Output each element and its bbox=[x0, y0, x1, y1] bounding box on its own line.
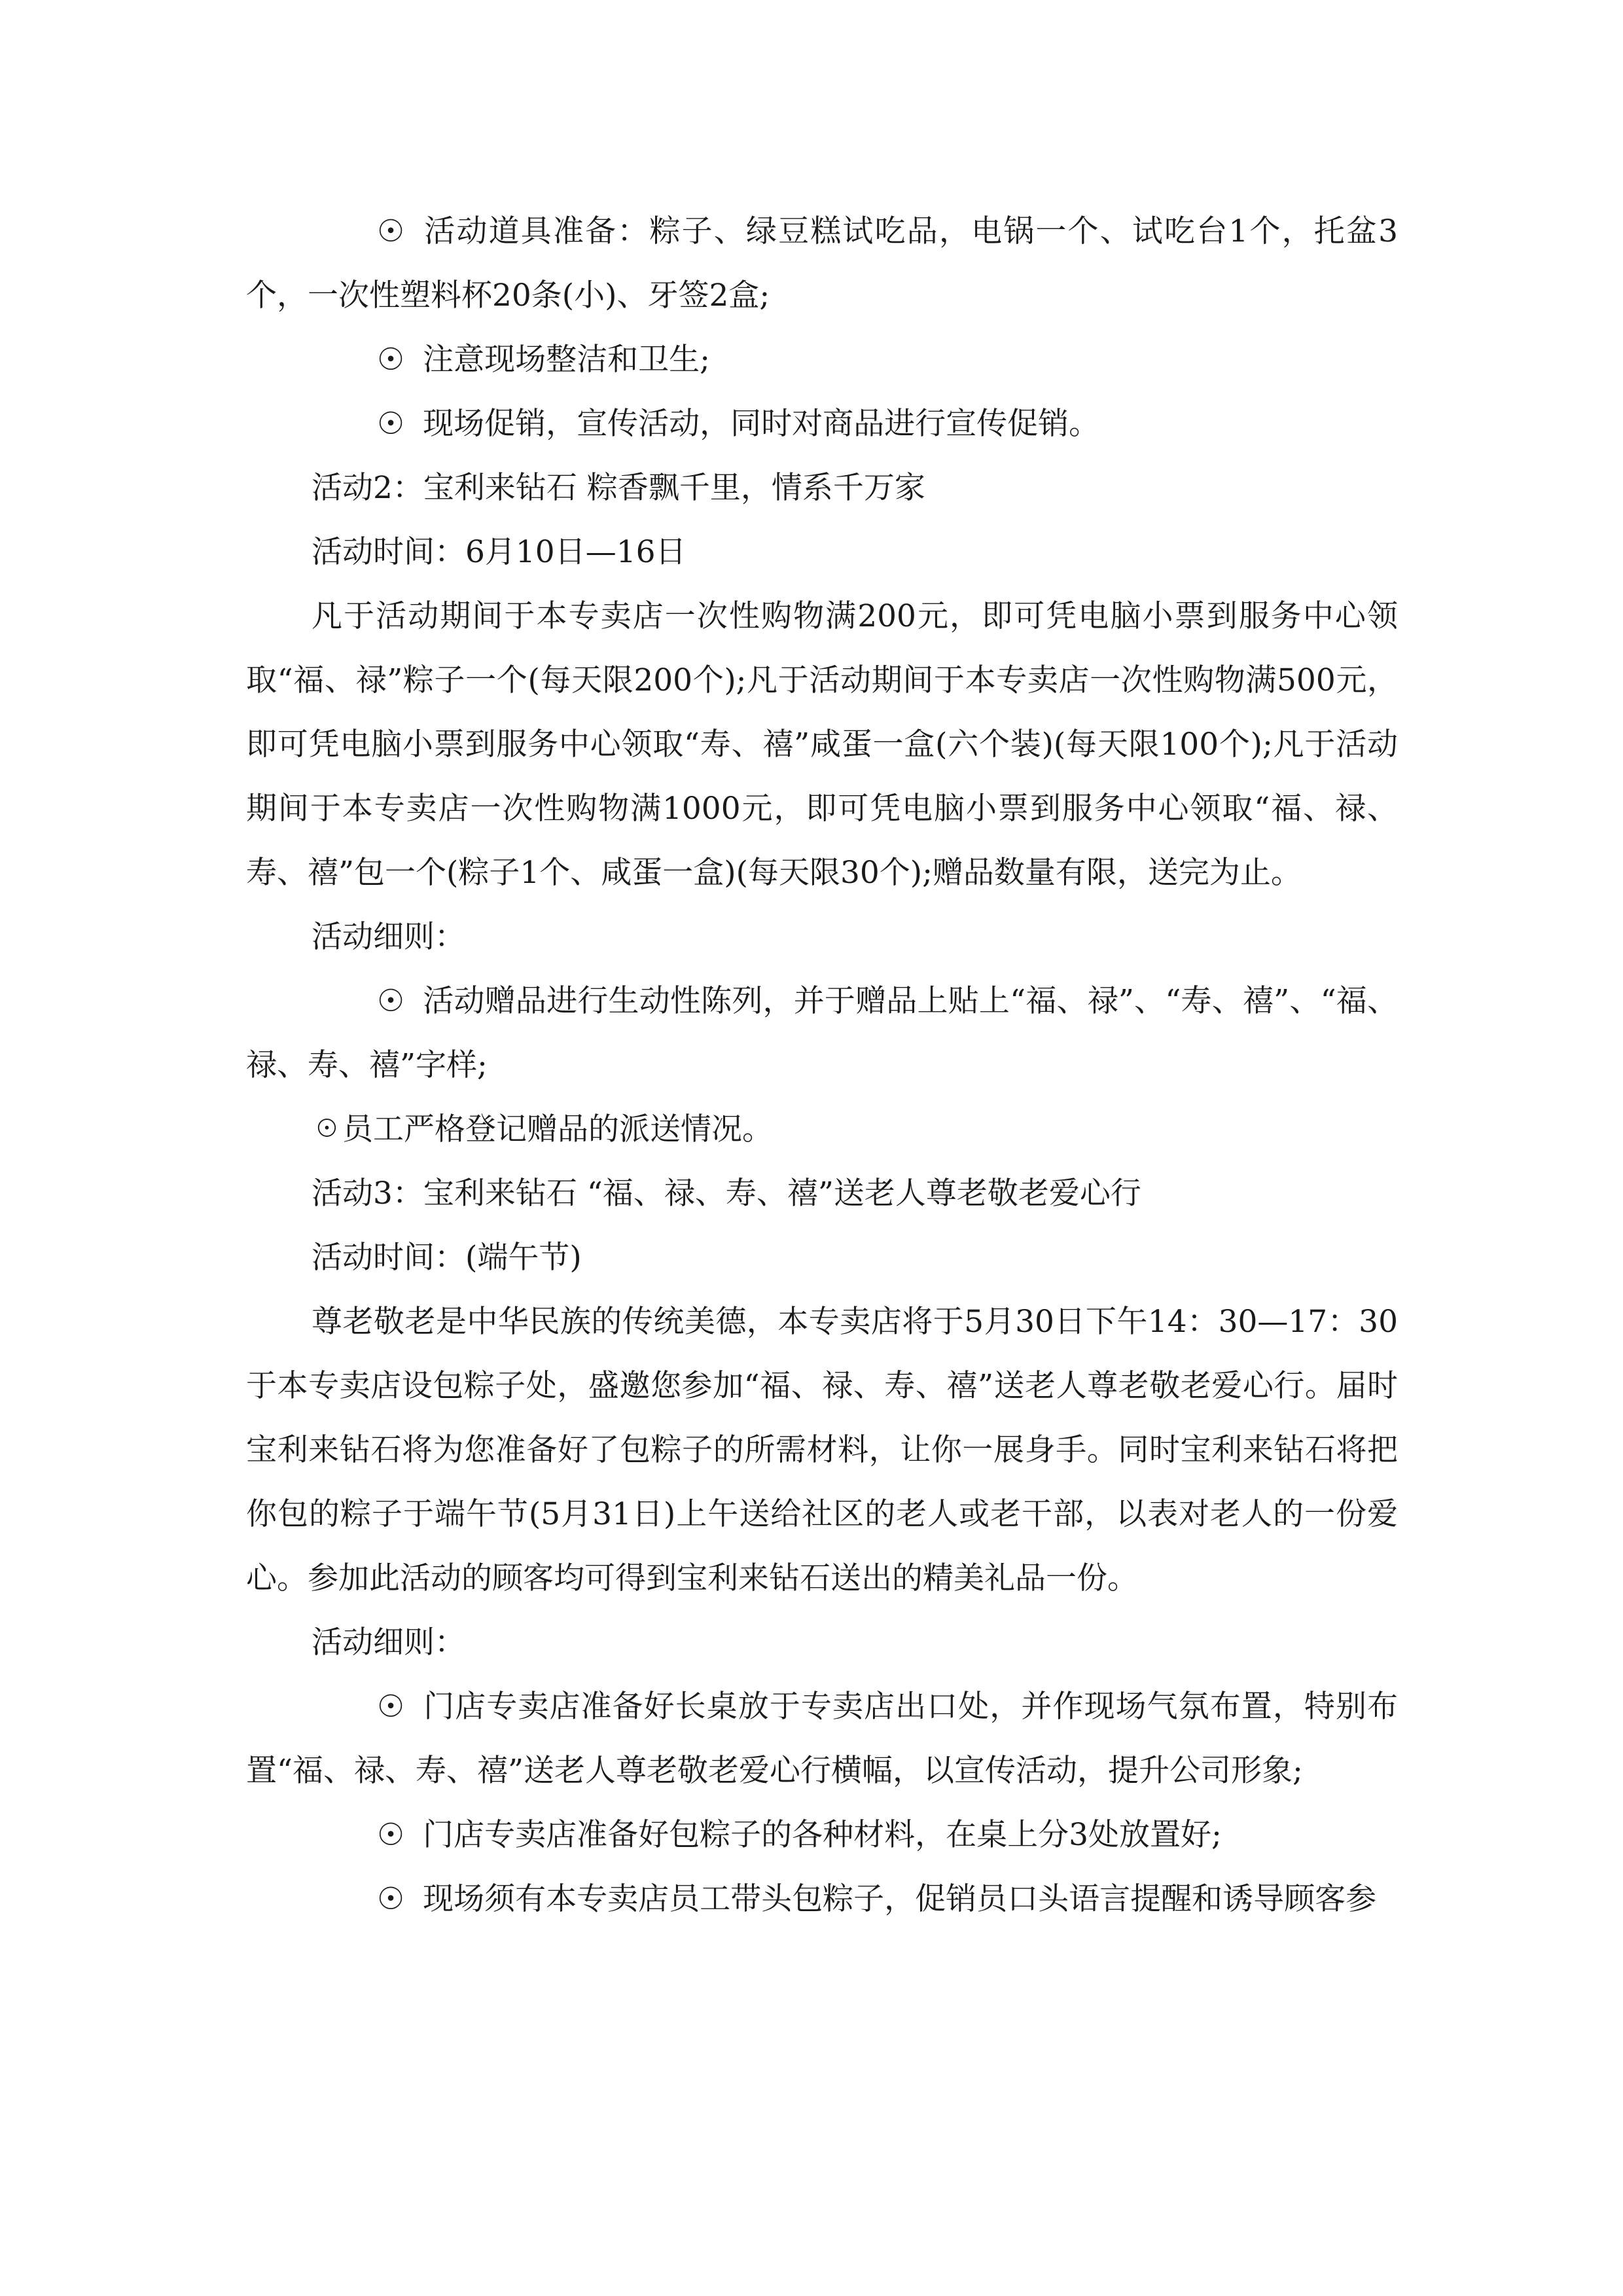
document-body bbox=[246, 200, 1398, 1931]
activity-3-heading: 活动3：宝利来钻石 “福、禄、寿、禧”送老人尊老敬老爱心行 bbox=[312, 1175, 1141, 1211]
bullet-onsite-promotion bbox=[246, 392, 1398, 456]
bullet-long-table bbox=[246, 1675, 1398, 1803]
bullet-materials bbox=[246, 1803, 1398, 1867]
bullet-text: 门店专卖店准备好长桌放于专卖店出口处，并作现场气氛布置，特别布置“福、禄、寿、禧”送老人尊老敬老爱心行横幅，以宣传活动，提升公司形象; bbox=[246, 1689, 1398, 1789]
bullet-icon: ☉ bbox=[312, 1111, 342, 1147]
bullet-icon: ☉ bbox=[377, 1817, 405, 1853]
bullet-text: 门店专卖店准备好包粽子的各种材料，在桌上分3处放置好; bbox=[423, 1817, 1222, 1853]
bullet-text: 现场促销，宣传活动，同时对商品进行宣传促销。 bbox=[423, 406, 1100, 442]
bullet-text: 活动赠品进行生动性陈列，并于赠品上贴上“福、禄”、“寿、禧”、“福、禄、寿、禧”字样; bbox=[246, 983, 1398, 1083]
activity-2-time: 活动时间：6月10日—16日 bbox=[312, 534, 687, 570]
bullet-text: 员工严格登记赠品的派送情况。 bbox=[342, 1111, 773, 1147]
bullet-icon: ☉ bbox=[377, 1689, 405, 1725]
activity-3-time: 活动时间：(端午节) bbox=[312, 1240, 582, 1276]
bullet-staff-lead bbox=[246, 1867, 1398, 1931]
bullet-text: 现场须有本专卖店员工带头包粽子，促销员口头语言提醒和诱导顾客参 bbox=[423, 1881, 1377, 1917]
activity-2-rules-heading: 活动细则： bbox=[312, 919, 465, 955]
activity-2-heading: 活动2：宝利来钻石 粽香飘千里，情系千万家 bbox=[312, 470, 925, 506]
bullet-icon: ☉ bbox=[377, 1881, 405, 1917]
bullet-staff-register bbox=[246, 1098, 1398, 1162]
bullet-gift-display bbox=[246, 969, 1398, 1098]
bullet-text: 注意现场整洁和卫生; bbox=[423, 342, 710, 378]
activity-3-description: 尊老敬老是中华民族的传统美德，本专卖店将于5月30日下午14：30—17：30于本专卖店设包粽子处，盛邀您参加“福、禄、寿、禧”送老人尊老敬老爱心行。届时宝利来钻石将为您准备好了包粽子的所需材料，让你一展身手。同时宝利来钻石将把你包的粽子于端午节(5月31日)上午送给社区的老人或老干部，以表对老人的一份爱心。参加此活动的顾客均可得到宝利来钻石送出的精美礼品一份。 bbox=[246, 1304, 1398, 1596]
bullet-icon: ☉ bbox=[377, 213, 405, 249]
activity-2-description: 凡于活动期间于本专卖店一次性购物满200元，即可凭电脑小票到服务中心领取“福、禄”粽子一个(每天限200个);凡于活动期间于本专卖店一次性购物满500元，即可凭电脑小票到服务中心领取“寿、禧”咸蛋一盒(六个装)(每天限100个);凡于活动期间于本专卖店一次性购物满1000元，即可凭电脑小票到服务中心领取“福、禄、寿、禧”包一个(粽子1个、咸蛋一盒)(每天限30个);赠品数量有限，送完为止。 bbox=[246, 598, 1398, 891]
activity-3-rules-heading: 活动细则： bbox=[312, 1624, 465, 1660]
bullet-icon: ☉ bbox=[377, 342, 405, 378]
bullet-cleanliness bbox=[246, 328, 1398, 392]
bullet-props-preparation bbox=[246, 200, 1398, 328]
bullet-text: 活动道具准备：粽子、绿豆糕试吃品，电锅一个、试吃台1个，托盆3个，一次性塑料杯20条(小)、牙签2盒; bbox=[246, 213, 1398, 314]
bullet-icon: ☉ bbox=[377, 406, 405, 442]
bullet-icon: ☉ bbox=[377, 983, 405, 1019]
